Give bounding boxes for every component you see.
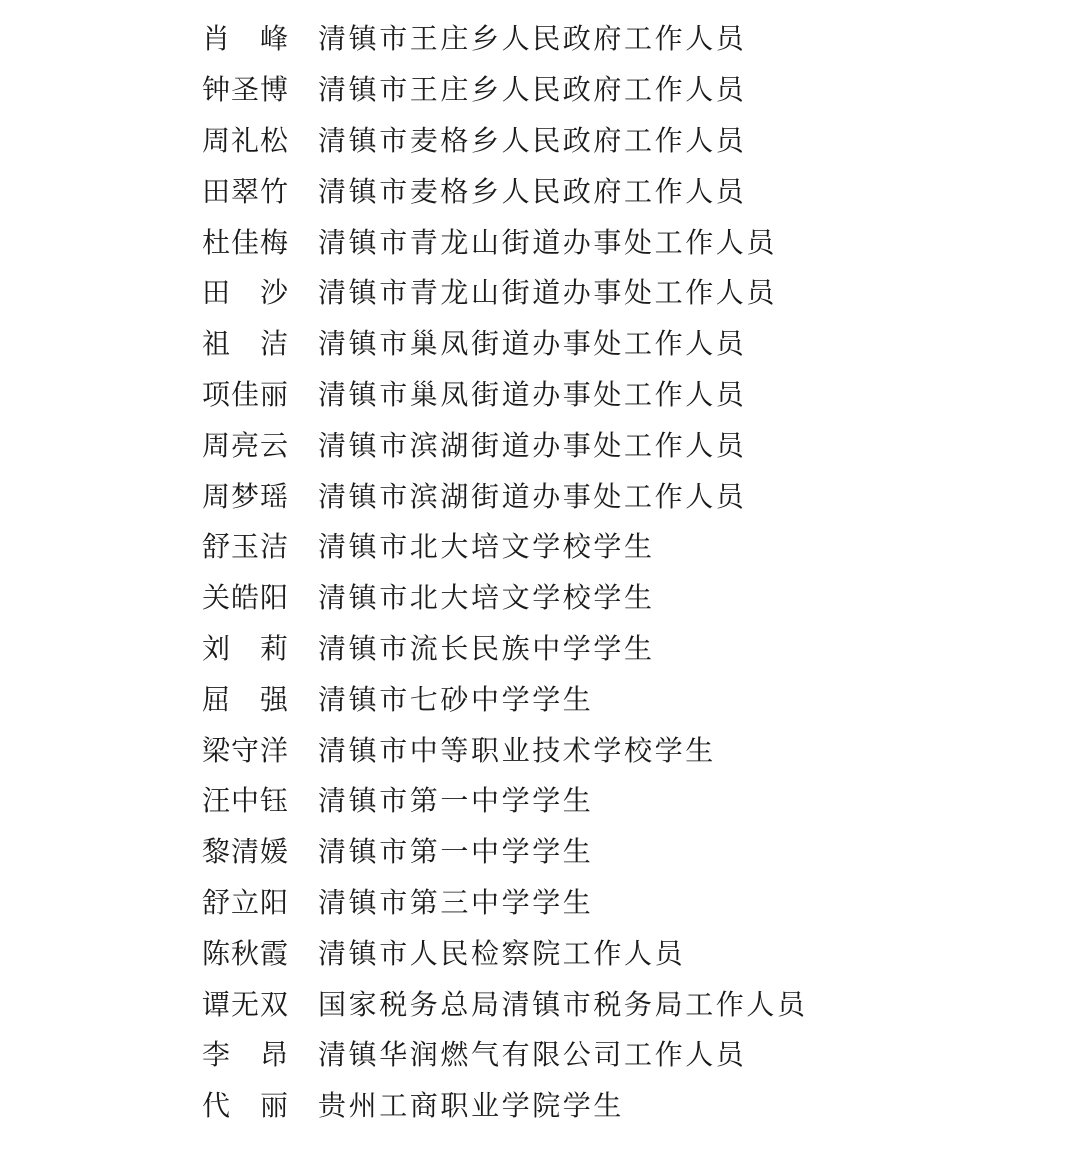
list-item bbox=[202, 723, 808, 774]
list-item bbox=[202, 926, 808, 977]
list-item bbox=[202, 774, 808, 825]
person-affiliation: 清镇市第一中学学生 bbox=[318, 835, 594, 869]
person-affiliation: 清镇市七砂中学学生 bbox=[318, 682, 594, 716]
list-item bbox=[202, 571, 808, 622]
personnel-list bbox=[202, 12, 808, 1130]
person-name: 谭无双 bbox=[202, 987, 290, 1021]
person-name: 祖 洁 bbox=[202, 327, 290, 361]
person-affiliation: 清镇市北大培文学校学生 bbox=[318, 530, 655, 564]
person-affiliation: 清镇市滨湖街道办事处工作人员 bbox=[318, 479, 747, 513]
person-name: 汪中钰 bbox=[202, 784, 290, 818]
person-affiliation: 清镇市滨湖街道办事处工作人员 bbox=[318, 428, 747, 462]
person-name: 关皓阳 bbox=[202, 581, 290, 615]
list-item bbox=[202, 672, 808, 723]
person-affiliation: 国家税务总局清镇市税务局工作人员 bbox=[318, 987, 808, 1021]
person-affiliation: 清镇华润燃气有限公司工作人员 bbox=[318, 1038, 747, 1072]
person-name: 代 丽 bbox=[202, 1089, 290, 1123]
person-affiliation: 清镇市巢凤街道办事处工作人员 bbox=[318, 327, 747, 361]
list-item bbox=[202, 977, 808, 1028]
list-item bbox=[202, 469, 808, 520]
person-name: 田翠竹 bbox=[202, 174, 290, 208]
list-item bbox=[202, 215, 808, 266]
list-item bbox=[202, 622, 808, 673]
list-item bbox=[202, 1028, 808, 1079]
list-item bbox=[202, 520, 808, 571]
list-item bbox=[202, 876, 808, 927]
list-item bbox=[202, 266, 808, 317]
person-name: 李 昂 bbox=[202, 1038, 290, 1072]
person-name: 杜佳梅 bbox=[202, 225, 290, 259]
list-item bbox=[202, 12, 808, 63]
person-affiliation: 清镇市第一中学学生 bbox=[318, 784, 594, 818]
person-affiliation: 清镇市人民检察院工作人员 bbox=[318, 936, 686, 970]
person-name: 梁守洋 bbox=[202, 733, 290, 767]
person-affiliation: 清镇市麦格乡人民政府工作人员 bbox=[318, 174, 747, 208]
person-name: 田 沙 bbox=[202, 276, 290, 310]
list-item bbox=[202, 825, 808, 876]
list-item bbox=[202, 368, 808, 419]
person-name: 钟圣博 bbox=[202, 73, 290, 107]
list-item bbox=[202, 63, 808, 114]
person-affiliation: 清镇市王庄乡人民政府工作人员 bbox=[318, 22, 747, 56]
person-name: 屈 强 bbox=[202, 682, 290, 716]
person-affiliation: 清镇市麦格乡人民政府工作人员 bbox=[318, 123, 747, 157]
list-item bbox=[202, 114, 808, 165]
list-item bbox=[202, 317, 808, 368]
list-item bbox=[202, 418, 808, 469]
person-name: 陈秋霞 bbox=[202, 936, 290, 970]
person-affiliation: 清镇市巢凤街道办事处工作人员 bbox=[318, 377, 747, 411]
person-name: 肖 峰 bbox=[202, 22, 290, 56]
person-affiliation: 清镇市青龙山街道办事处工作人员 bbox=[318, 225, 778, 259]
person-name: 项佳丽 bbox=[202, 377, 290, 411]
person-affiliation: 贵州工商职业学院学生 bbox=[318, 1089, 625, 1123]
person-name: 刘 莉 bbox=[202, 631, 290, 665]
person-name: 周梦瑶 bbox=[202, 479, 290, 513]
list-item bbox=[202, 164, 808, 215]
person-affiliation: 清镇市流长民族中学学生 bbox=[318, 631, 655, 665]
list-item bbox=[202, 1079, 808, 1130]
person-name: 周礼松 bbox=[202, 123, 290, 157]
person-name: 周亮云 bbox=[202, 428, 290, 462]
person-affiliation: 清镇市王庄乡人民政府工作人员 bbox=[318, 73, 747, 107]
person-name: 黎清媛 bbox=[202, 835, 290, 869]
person-name: 舒立阳 bbox=[202, 885, 290, 919]
person-affiliation: 清镇市中等职业技术学校学生 bbox=[318, 733, 716, 767]
person-affiliation: 清镇市第三中学学生 bbox=[318, 885, 594, 919]
person-name: 舒玉洁 bbox=[202, 530, 290, 564]
person-affiliation: 清镇市北大培文学校学生 bbox=[318, 581, 655, 615]
person-affiliation: 清镇市青龙山街道办事处工作人员 bbox=[318, 276, 778, 310]
